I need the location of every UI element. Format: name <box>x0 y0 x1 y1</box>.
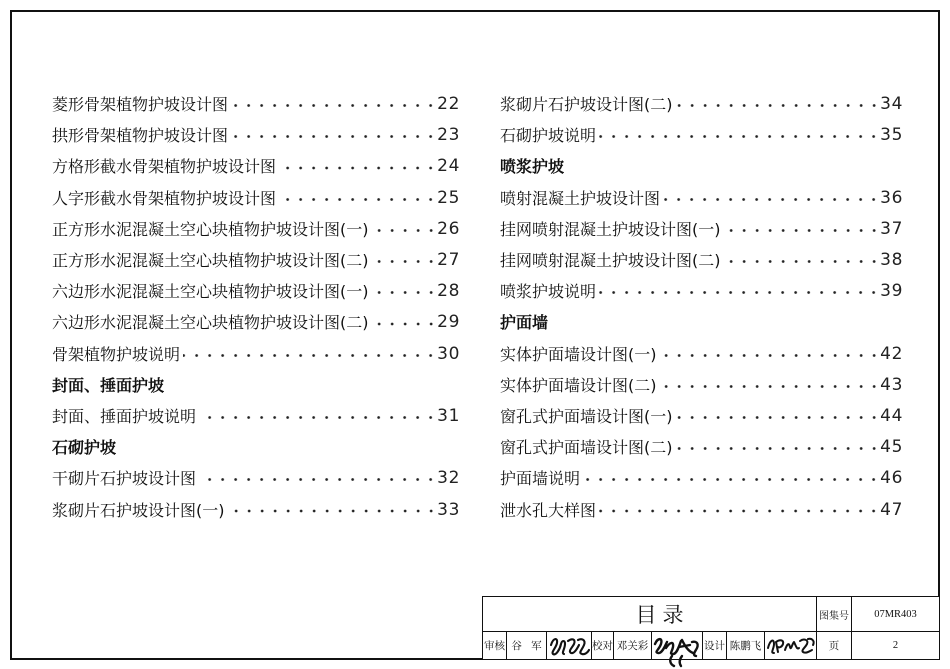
section-heading-text: 石砌护坡 <box>52 438 117 458</box>
review-label: 审核 <box>483 632 506 659</box>
signature-stroke <box>551 639 589 654</box>
checker-name: 邓关彩 <box>614 632 651 659</box>
toc-entry <box>500 339 903 370</box>
toc-entry-page: 43 <box>880 374 903 395</box>
designer-signature-scribble <box>765 632 816 659</box>
dot-leader <box>228 494 438 525</box>
toc-entry-title: 正方形水泥混凝土空心块植物护坡设计图(一) <box>52 219 369 239</box>
dot-leader <box>279 183 437 214</box>
reviewer-signature <box>547 632 591 659</box>
toc-entry-page: 38 <box>880 250 903 271</box>
dot-leader <box>599 120 880 151</box>
dot-leader <box>663 183 880 214</box>
title-block-title: 目录 <box>483 597 816 631</box>
toc-entry <box>52 401 460 432</box>
page-label: 页 <box>817 632 851 659</box>
toc-entry <box>500 245 903 276</box>
toc-entry-page: 26 <box>437 218 460 239</box>
toc-right-column <box>500 89 903 526</box>
dot-leader <box>583 463 880 494</box>
toc-entry <box>52 245 460 276</box>
dot-leader <box>660 339 881 370</box>
toc-entry <box>500 401 903 432</box>
toc-entry-title: 窗孔式护面墙设计图(二) <box>500 438 673 458</box>
toc-entry-page: 42 <box>880 343 903 364</box>
toc-entry <box>500 89 903 120</box>
toc-entry-title: 方格形截水骨架植物护坡设计图 <box>52 157 277 177</box>
toc-entry <box>52 89 460 120</box>
check-label: 校对 <box>592 632 613 659</box>
dot-leader <box>599 276 880 307</box>
toc-entry <box>52 214 460 245</box>
toc-entry-page: 23 <box>437 125 460 146</box>
checker-signature-scribble <box>652 632 702 667</box>
signature-stroke <box>768 639 814 653</box>
toc-entry-page: 24 <box>437 156 460 177</box>
toc-entry-page: 30 <box>437 343 460 364</box>
toc-entry-page: 27 <box>437 250 460 271</box>
dot-leader <box>372 245 438 276</box>
toc-entry-page: 35 <box>880 125 903 146</box>
toc-entry-title: 浆砌片石护坡设计图(二) <box>500 95 673 115</box>
toc-entry-title: 喷射混凝土护坡设计图 <box>500 188 661 208</box>
dot-leader <box>599 494 880 525</box>
title-block <box>482 596 940 660</box>
dot-leader <box>724 214 881 245</box>
reviewer-signature-scribble <box>547 632 591 659</box>
atlas-number-label: 图集号 <box>817 597 851 631</box>
dot-leader <box>279 151 437 182</box>
toc-entry <box>52 151 460 182</box>
dot-leader <box>372 214 438 245</box>
toc-entry-title: 实体护面墙设计图(二) <box>500 375 657 395</box>
dot-leader <box>183 339 437 370</box>
toc-entry <box>52 183 460 214</box>
section-heading-text: 封面、捶面护坡 <box>52 375 165 395</box>
designer-name: 陈鹏飞 <box>727 632 764 659</box>
toc-entry-title: 护面墙说明 <box>500 469 581 489</box>
dot-leader <box>676 432 881 463</box>
toc-entry-page: 46 <box>880 468 903 489</box>
toc-entry-page: 39 <box>880 281 903 302</box>
toc-entry-title: 石砌护坡说明 <box>500 126 597 146</box>
signature-stroke <box>655 639 698 666</box>
toc-entry-title: 骨架植物护坡说明 <box>52 344 181 364</box>
section-heading-text: 喷浆护坡 <box>500 157 565 177</box>
toc-entry-page: 37 <box>880 218 903 239</box>
toc-entry-page: 33 <box>437 499 460 520</box>
toc-entry <box>52 276 460 307</box>
toc-entry <box>500 463 903 494</box>
reviewer-name: 谷 军 <box>507 632 546 659</box>
dot-leader <box>372 307 438 338</box>
toc-entry <box>52 339 460 370</box>
toc-entry <box>52 463 460 494</box>
toc-entry-title: 人字形截水骨架植物护坡设计图 <box>52 188 277 208</box>
designer-signature <box>765 632 816 659</box>
toc-entry <box>500 183 903 214</box>
toc-entry <box>52 307 460 338</box>
toc-entry-page: 44 <box>880 405 903 426</box>
toc-entry-page: 47 <box>880 499 903 520</box>
toc-entry-title: 正方形水泥混凝土空心块植物护坡设计图(二) <box>52 251 369 271</box>
toc-entry <box>500 276 903 307</box>
toc-entry-title: 泄水孔大样图 <box>500 500 597 520</box>
dot-leader <box>660 370 881 401</box>
toc-entry-page: 45 <box>880 437 903 458</box>
toc-entry-title: 浆砌片石护坡设计图(一) <box>52 500 225 520</box>
toc-entry <box>500 214 903 245</box>
toc-entry-page: 34 <box>880 94 903 115</box>
toc-entry-title: 干砌片石护坡设计图 <box>52 469 197 489</box>
toc-section-heading <box>500 151 903 182</box>
dot-leader <box>676 89 881 120</box>
toc-section-heading <box>52 432 460 463</box>
toc-entry-page: 31 <box>437 405 460 426</box>
toc-entry <box>500 494 903 525</box>
toc-entry-page: 29 <box>437 312 460 333</box>
toc-entry-page: 25 <box>437 187 460 208</box>
toc-entry <box>52 494 460 525</box>
toc-entry <box>500 370 903 401</box>
toc-entry-title: 窗孔式护面墙设计图(一) <box>500 406 673 426</box>
dot-leader <box>231 89 437 120</box>
toc-left-column <box>52 89 460 526</box>
dot-leader <box>199 463 437 494</box>
dot-leader <box>199 401 437 432</box>
toc-entry-title: 封面、捶面护坡说明 <box>52 406 197 426</box>
toc-entry-page: 22 <box>437 94 460 115</box>
toc-section-heading <box>500 307 903 338</box>
toc-entry <box>500 432 903 463</box>
toc-entry-title: 拱形骨架植物护坡设计图 <box>52 126 229 146</box>
toc-entry-page: 32 <box>437 468 460 489</box>
page-number: 2 <box>852 632 939 659</box>
design-label: 设计 <box>703 632 726 659</box>
toc-entry <box>500 120 903 151</box>
toc-entry-title: 挂网喷射混凝土护坡设计图(二) <box>500 251 721 271</box>
toc-section-heading <box>52 370 460 401</box>
toc-entry <box>52 120 460 151</box>
toc-entry-title: 喷浆护坡说明 <box>500 282 597 302</box>
checker-signature <box>652 632 702 659</box>
dot-leader <box>724 245 881 276</box>
dot-leader <box>676 401 881 432</box>
dot-leader <box>372 276 438 307</box>
toc-entry-title: 实体护面墙设计图(一) <box>500 344 657 364</box>
toc-entry-title: 菱形骨架植物护坡设计图 <box>52 95 229 115</box>
atlas-number: 07MR403 <box>852 597 939 631</box>
toc-entry-title: 六边形水泥混凝土空心块植物护坡设计图(二) <box>52 313 369 333</box>
toc-entry-title: 挂网喷射混凝土护坡设计图(一) <box>500 219 721 239</box>
toc-entry-page: 28 <box>437 281 460 302</box>
toc-entry-title: 六边形水泥混凝土空心块植物护坡设计图(一) <box>52 282 369 302</box>
dot-leader <box>231 120 437 151</box>
section-heading-text: 护面墙 <box>500 313 549 333</box>
toc-entry-page: 36 <box>880 187 903 208</box>
